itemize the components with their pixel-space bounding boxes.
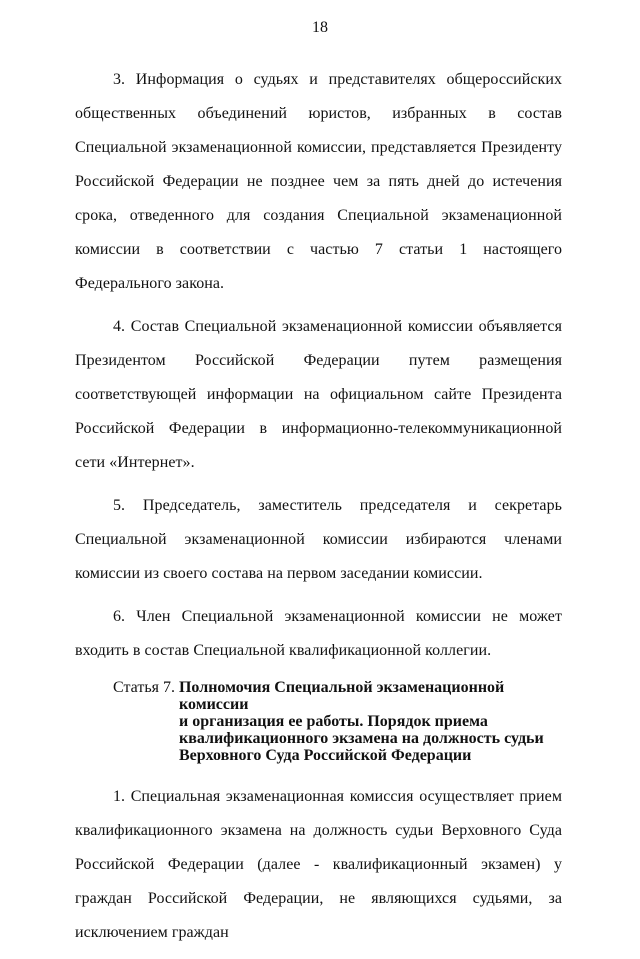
paragraph-6: 6. Член Специальной экзаменационной комиссии не может входить в состав Специальной квалификационной коллегии. (75, 608, 562, 659)
article-title-line: Полномочия Специальной экзаменационной комиссии (178, 679, 505, 713)
paragraph-4: 4. Состав Специальной экзаменационной комиссии объявляется Президентом Российской Федерации путем размещения соответствующей информации на официальном сайте Президента Российской Федерации в информационно-телекоммуникационной сети «Интернет». (75, 318, 562, 471)
paragraph-5: 5. Председатель, заместитель председателя и секретарь Специальной экзаменационной комиссии избираются членами комиссии из своего состава на первом заседании комиссии. (75, 497, 562, 582)
document-body (75, 63, 562, 959)
article-title-line: и организация ее работы. Порядок приема (178, 713, 488, 730)
article-heading (75, 679, 562, 764)
page-number: 18 (312, 19, 328, 36)
article-label: Статья 7. (113, 679, 179, 696)
article-title-line: Верховного Суда Российской Федерации (178, 747, 472, 764)
article-title-line: квалификационного экзамена на должность судьи (178, 730, 544, 747)
paragraph-3: 3. Информация о судьях и представителях общероссийских общественных объединений юристов, избранных в состав Специальной экзаменационной комиссии, представляется Президенту Российской Федерации не позднее чем за пять дней до истечения срока, отведенного для создания Специальной экзаменационной комиссии в соответствии с частью 7 статьи 1 настоящего Федерального закона. (75, 71, 562, 292)
article-paragraph-1: 1. Специальная экзаменационная комиссия осуществляет прием квалификационного экзамена на должность судьи Верховного Суда Российской Федерации (далее - квалификационный экзамен) у граждан Российской Федерации, не являющихся судьями, за исключением граждан (75, 788, 562, 941)
article-title (179, 679, 562, 764)
